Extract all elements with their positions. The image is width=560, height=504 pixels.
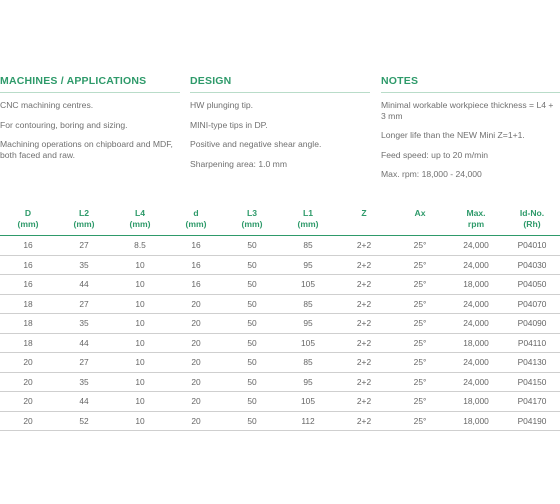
table-cell: 2+2 [336,333,392,353]
column-header [392,207,448,236]
specifications-table [0,207,560,431]
column-header [0,207,56,236]
table-cell: 44 [56,392,112,412]
table-row [0,372,560,392]
table-cell: 27 [56,294,112,314]
column-header-label: Ax [414,208,426,218]
table-cell: 18 [0,314,56,334]
applications-paragraph: For contouring, boring and sizing. [0,119,128,130]
column-header [504,207,560,236]
table-row [0,275,560,295]
table-row [0,236,560,256]
table-cell: 112 [280,411,336,431]
column-header-label: L3 [246,208,258,218]
table-cell: 20 [0,372,56,392]
table-cell: 18,000 [448,333,504,353]
table-cell: 44 [56,333,112,353]
column-header-label: d [193,208,199,218]
table-cell: 16 [168,255,224,275]
table-row [0,411,560,431]
column-header-label: L4 [134,208,146,218]
table-cell: P04170 [504,392,560,412]
table-cell: 18 [0,333,56,353]
table-cell: 10 [112,294,168,314]
table-cell: 10 [112,314,168,334]
design-section [190,75,370,178]
table-cell: 25° [392,294,448,314]
table-cell: 20 [0,353,56,373]
table-cell: 25° [392,275,448,295]
column-header [336,207,392,236]
notes-paragraph: Feed speed: up to 20 m/min [381,149,489,160]
column-header-label: L1 [302,208,314,218]
table-cell: 16 [0,236,56,256]
table-cell: 24,000 [448,314,504,334]
table-cell: 2+2 [336,236,392,256]
table-cell: 50 [224,411,280,431]
table-cell: 20 [168,392,224,412]
column-header-unit: (mm) [73,219,95,229]
table-cell: 2+2 [336,294,392,314]
table-cell: 10 [112,372,168,392]
table-cell: 24,000 [448,372,504,392]
table-cell: 50 [224,392,280,412]
column-header-unit: (mm) [17,219,39,229]
table-cell: 2+2 [336,372,392,392]
table-cell: 50 [224,236,280,256]
table-cell: 50 [224,314,280,334]
table-cell: 50 [224,353,280,373]
table-cell: 20 [168,372,224,392]
table-cell: 2+2 [336,392,392,412]
notes-paragraph: Longer life than the NEW Mini Z=1+1. [381,130,525,140]
table-cell: 16 [168,236,224,256]
table-cell: 85 [280,353,336,373]
table-cell: P04070 [504,294,560,314]
table-cell: 25° [392,333,448,353]
table-cell: P04030 [504,255,560,275]
table-cell: 18 [0,294,56,314]
table-cell: P04190 [504,411,560,431]
table-cell: 16 [0,255,56,275]
table-cell: 2+2 [336,275,392,295]
design-paragraph: Sharpening area: 1.0 mm [190,158,287,169]
table-cell: 16 [0,275,56,295]
column-header [168,207,224,236]
table-cell: 95 [280,255,336,275]
table-cell: P04110 [504,333,560,353]
table-cell: 2+2 [336,314,392,334]
table-cell: 20 [168,411,224,431]
table-cell: 25° [392,314,448,334]
table-cell: 95 [280,314,336,334]
table-cell: P04150 [504,372,560,392]
applications-paragraph: CNC machining centres. [0,100,94,110]
table-cell: 24,000 [448,236,504,256]
column-header-unit: (mm) [241,219,263,229]
table-cell: 10 [112,392,168,412]
column-header-unit: (Rh) [523,219,541,229]
table-cell: 18,000 [448,275,504,295]
column-header-label: Max. [466,208,486,218]
table-cell: 10 [112,333,168,353]
table-cell: 24,000 [448,255,504,275]
column-header [112,207,168,236]
design-paragraph: Positive and negative shear angle. [190,139,322,149]
column-header-label: Id-No. [519,208,545,218]
column-header-unit: (mm) [297,219,319,229]
table-cell: 2+2 [336,411,392,431]
table-cell: 24,000 [448,353,504,373]
table-cell: 85 [280,236,336,256]
table-cell: 35 [56,314,112,334]
column-header-unit: (mm) [129,219,151,229]
table-cell: P04130 [504,353,560,373]
table-row [0,392,560,412]
table-cell: 8.5 [112,236,168,256]
column-header-unit: rpm [467,219,485,229]
design-paragraph: MINI-type tips in DP. [190,119,268,130]
column-header [56,207,112,236]
table-cell: P04010 [504,236,560,256]
table-row [0,255,560,275]
table-cell: 25° [392,372,448,392]
table-cell: 20 [168,353,224,373]
table-cell: 105 [280,275,336,295]
notes-heading: NOTES [381,75,560,93]
column-header-unit: (mm) [185,219,207,229]
table-cell: 10 [112,255,168,275]
design-paragraph: HW plunging tip. [190,100,254,110]
table-row [0,294,560,314]
table-cell: 2+2 [336,255,392,275]
table-cell: 50 [224,333,280,353]
table-cell: 50 [224,372,280,392]
table-cell: 16 [168,275,224,295]
table-cell: 20 [0,392,56,412]
table-cell: 35 [56,372,112,392]
table-cell: 27 [56,236,112,256]
applications-paragraph: Machining operations on chipboard and MDF, both faced and raw. [0,139,173,160]
design-heading: DESIGN [190,75,370,93]
table-cell: 50 [224,275,280,295]
table-cell: 18,000 [448,411,504,431]
column-header [448,207,504,236]
table-cell: 105 [280,392,336,412]
table-cell: 24,000 [448,294,504,314]
table-row [0,353,560,373]
table-cell: 20 [168,333,224,353]
table-body [0,236,560,431]
column-header-label: L2 [78,208,90,218]
table-cell: 27 [56,353,112,373]
table-cell: 18,000 [448,392,504,412]
table-cell: 105 [280,333,336,353]
table-cell: 25° [392,353,448,373]
applications-heading: MACHINES / APPLICATIONS [0,75,180,93]
table-cell: P04090 [504,314,560,334]
table-cell: P04050 [504,275,560,295]
table-cell: 50 [224,255,280,275]
table-cell: 10 [112,275,168,295]
table-cell: 20 [168,294,224,314]
table-row [0,333,560,353]
table-cell: 20 [168,314,224,334]
table-cell: 95 [280,372,336,392]
notes-paragraph: Minimal workable workpiece thickness = L4 + 3 mm [381,100,554,121]
table-header-row [0,207,560,236]
column-header [224,207,280,236]
column-header-label: D [24,208,32,218]
table-cell: 52 [56,411,112,431]
table-cell: 25° [392,411,448,431]
table-cell: 10 [112,411,168,431]
table-cell: 44 [56,275,112,295]
table-cell: 20 [0,411,56,431]
table-cell: 25° [392,236,448,256]
table-cell: 35 [56,255,112,275]
notes-paragraph: Max. rpm: 18,000 - 24,000 [381,169,482,179]
applications-section [0,75,180,169]
table-cell: 2+2 [336,353,392,373]
table-cell: 50 [224,294,280,314]
notes-section [381,75,560,189]
table-cell: 25° [392,392,448,412]
table-cell: 25° [392,255,448,275]
table-cell: 10 [112,353,168,373]
table-cell: 85 [280,294,336,314]
column-header [280,207,336,236]
column-header-label: Z [361,208,367,218]
table-row [0,314,560,334]
